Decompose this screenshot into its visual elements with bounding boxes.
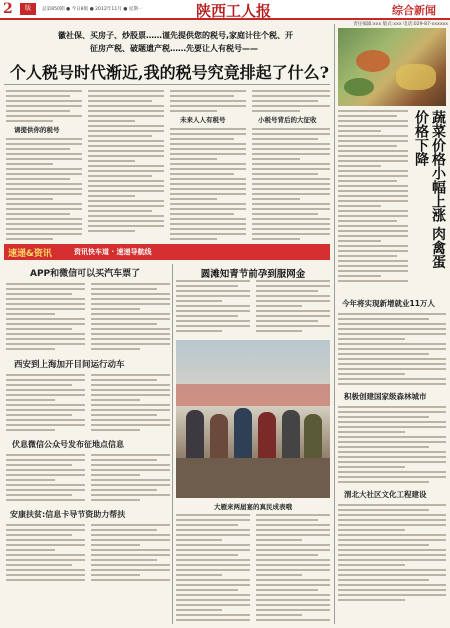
headline-rule: [4, 84, 330, 85]
feature-title: 圆滩知青节前孕到服网金: [200, 269, 306, 280]
left-divider: [172, 264, 173, 624]
feature-body: [176, 514, 330, 624]
brief-title-2: 积极创建国家级森林城市: [344, 392, 427, 401]
news-title-3: 伏息微信公众号发布征地点信息: [12, 440, 124, 449]
brief-title-1: 今年将实现新增就业11万人: [342, 299, 435, 308]
left-news-column: [6, 264, 170, 624]
lead-col-4: [252, 90, 330, 240]
subhead-provide-tax-id: 请提供你的税号: [14, 126, 60, 134]
kicker-line-2: 征房产税、破题遗产税……先要让人有税号——: [90, 44, 258, 53]
newspaper-name: 陕西工人报: [196, 2, 272, 20]
section-title: 综合新闻: [392, 4, 436, 17]
lead-headline: 个人税号时代渐近,我的税号究竟排起了什么?: [10, 63, 329, 82]
brief-title-3: 渭北大社区文化工程建设: [344, 490, 427, 499]
column-divider: [334, 24, 335, 624]
issue-info: 总第850期 ● 今日8版 ● 2012年11月 ● 星期一: [42, 7, 143, 12]
news-title-4: 安康扶贫:信息卡导节资助力帮扶: [10, 510, 126, 519]
page-number: 2: [3, 1, 13, 17]
news-title-1: APP和微信可以买汽车票了: [30, 269, 141, 279]
kicker-line-1: 徽社保、买房子、炒股票……谨先提供您的税号,家庭计往个税、开: [58, 31, 294, 40]
banner-tagline: 资讯快车道 · 速递导航线: [74, 248, 152, 256]
lead-col-3: [170, 90, 246, 240]
masthead: [0, 0, 450, 20]
photo-caption: 大雁来两届宴的真民成表哦: [214, 503, 292, 511]
banner-label: 速递&资讯: [8, 249, 52, 259]
lead-col-1: [6, 90, 82, 240]
news-title-2: 西安到上海加开目间运行动车: [14, 360, 125, 370]
subhead-behind-tax-id: 小税号背后的大征收: [258, 116, 317, 124]
contact-info: 责任编辑:xxx 版式:xxx 电话:029-87-xxxxxx: [353, 22, 448, 27]
vertical-headline: 蔬菜价格小幅上涨 肉禽蛋价格下降: [413, 110, 446, 269]
market-photo: [338, 28, 446, 106]
page-label: 版: [20, 3, 36, 15]
right-briefs: [338, 296, 446, 624]
lead-col-2: [88, 90, 164, 240]
news-banner: [4, 244, 330, 260]
feature-photo: [176, 340, 330, 498]
subhead-everyone-tax-id: 未来人人有税号: [180, 116, 226, 124]
feature-text: [176, 280, 330, 336]
veg-price-story: [338, 110, 408, 290]
